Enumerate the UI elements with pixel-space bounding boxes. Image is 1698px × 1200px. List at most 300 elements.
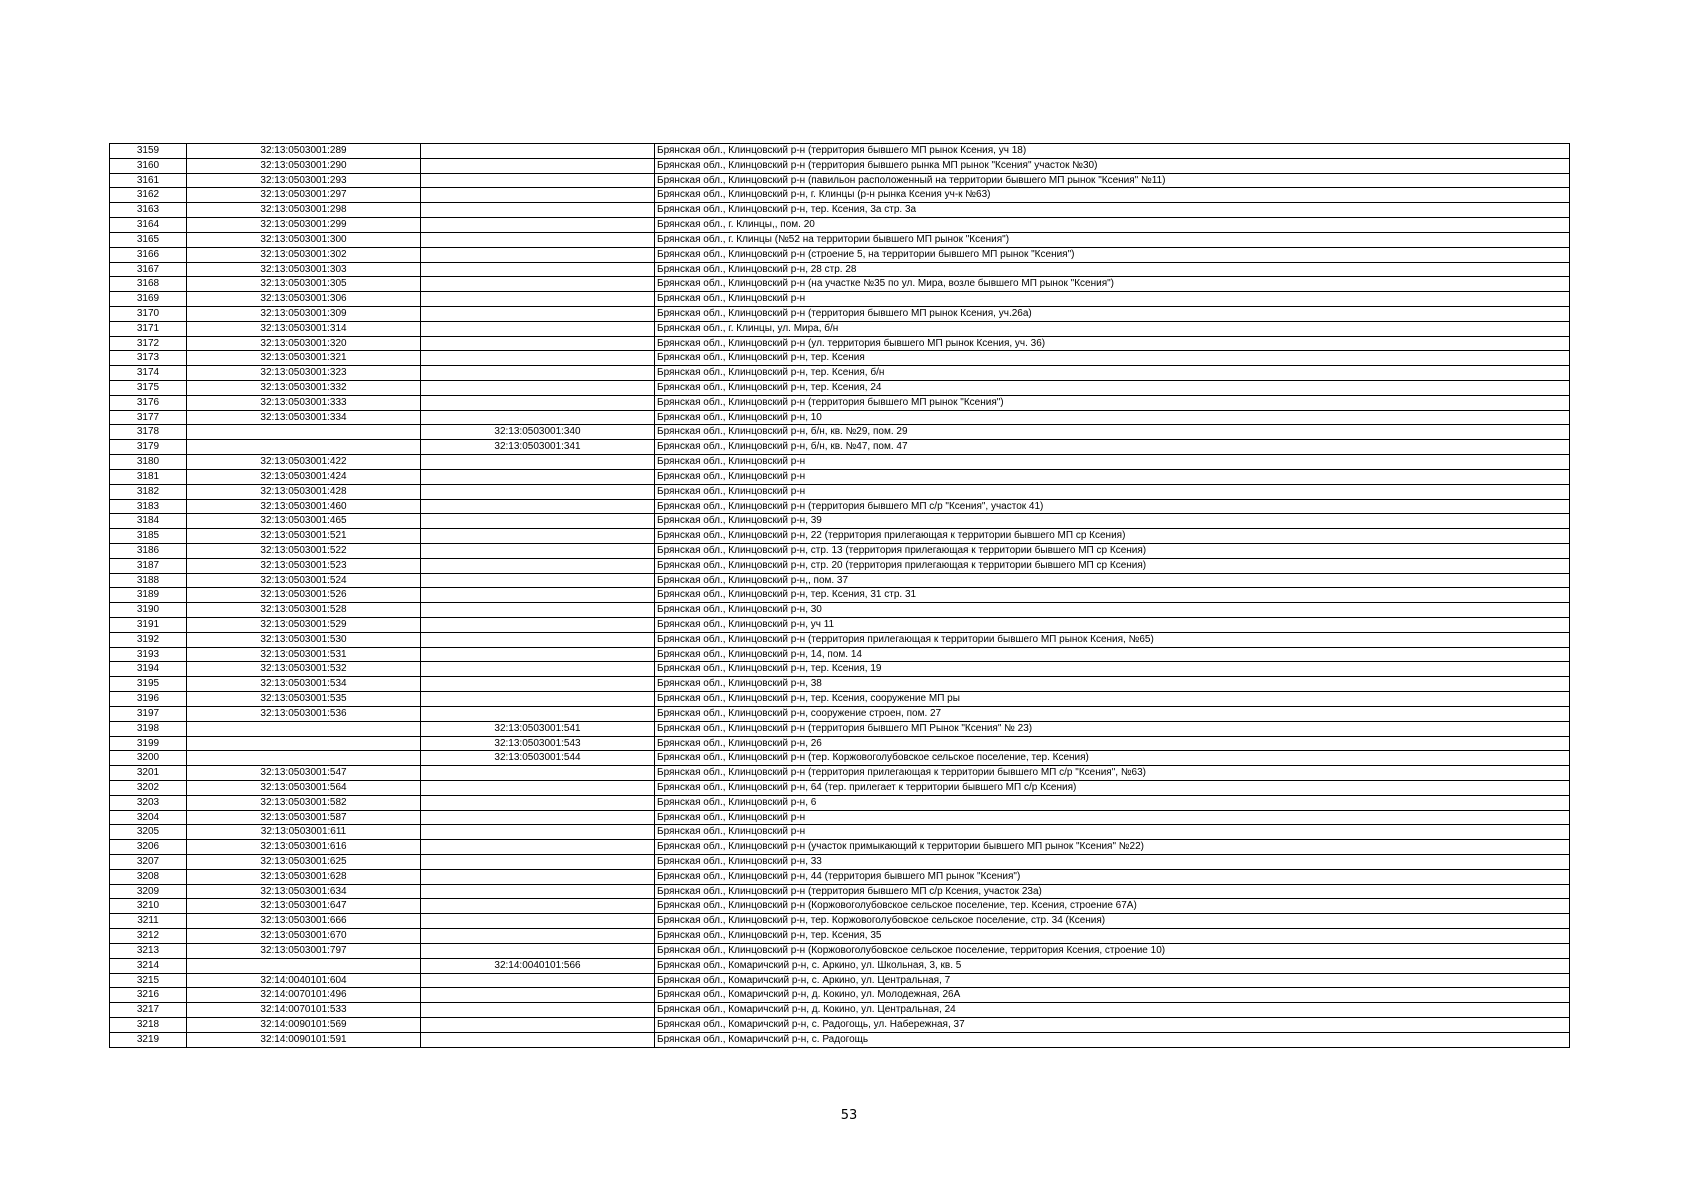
building-cadastral-number-cell (421, 232, 655, 247)
building-cadastral-number-cell (421, 973, 655, 988)
land-cadastral-number-cell (187, 721, 421, 736)
land-cadastral-number-cell (187, 751, 421, 766)
building-cadastral-number-cell (421, 662, 655, 677)
address-cell: Брянская обл., Клинцовский р-н (территория прилегающая к территории бывшего МП рынок Ксения, №65) (655, 632, 1570, 647)
address-cell: Брянская обл., Комаричский р-н, с. Аркино, ул. Школьная, 3, кв. 5 (655, 958, 1570, 973)
building-cadastral-number-cell: 32:14:0040101:566 (421, 958, 655, 973)
address-cell: Брянская обл., Клинцовский р-н, стр. 20 (территория прилегающая к территории бывшего МП ср Ксения) (655, 558, 1570, 573)
land-cadastral-number-cell: 32:13:0503001:428 (187, 484, 421, 499)
address-cell: Брянская обл., Клинцовский р-н, 28 стр. 28 (655, 262, 1570, 277)
row-number-cell: 3188 (110, 573, 187, 588)
address-cell: Брянская обл., Клинцовский р-н (строение 5, на территории бывшего МП рынок "Ксения") (655, 247, 1570, 262)
land-cadastral-number-cell: 32:13:0503001:297 (187, 188, 421, 203)
land-cadastral-number-cell: 32:13:0503001:422 (187, 455, 421, 470)
register-table-body (110, 144, 1570, 1048)
row-number-cell: 3166 (110, 247, 187, 262)
address-cell: Брянская обл., Клинцовский р-н, тер. Ксения, б/н (655, 366, 1570, 381)
land-cadastral-number-cell: 32:13:0503001:647 (187, 899, 421, 914)
land-cadastral-number-cell: 32:13:0503001:547 (187, 766, 421, 781)
building-cadastral-number-cell (421, 810, 655, 825)
row-number-cell: 3160 (110, 158, 187, 173)
table-row (110, 232, 1570, 247)
land-cadastral-number-cell: 32:13:0503001:314 (187, 321, 421, 336)
address-cell: Брянская обл., Клинцовский р-н (655, 825, 1570, 840)
row-number-cell: 3181 (110, 469, 187, 484)
land-cadastral-number-cell: 32:13:0503001:616 (187, 840, 421, 855)
land-cadastral-number-cell: 32:13:0503001:332 (187, 381, 421, 396)
building-cadastral-number-cell (421, 262, 655, 277)
row-number-cell: 3167 (110, 262, 187, 277)
table-row (110, 958, 1570, 973)
row-number-cell: 3209 (110, 884, 187, 899)
table-row (110, 855, 1570, 870)
table-row (110, 899, 1570, 914)
address-cell: Брянская обл., Клинцовский р-н (территория бывшего МП рынок Ксения, уч.26а) (655, 306, 1570, 321)
table-row (110, 262, 1570, 277)
row-number-cell: 3174 (110, 366, 187, 381)
building-cadastral-number-cell (421, 1017, 655, 1032)
building-cadastral-number-cell (421, 914, 655, 929)
row-number-cell: 3200 (110, 751, 187, 766)
row-number-cell: 3219 (110, 1032, 187, 1047)
table-row (110, 929, 1570, 944)
table-row (110, 840, 1570, 855)
address-cell: Брянская обл., Клинцовский р-н (на участке №35 по ул. Мира, возле бывшего МП рынок "Ксения") (655, 277, 1570, 292)
building-cadastral-number-cell (421, 766, 655, 781)
table-row (110, 662, 1570, 677)
building-cadastral-number-cell (421, 1032, 655, 1047)
table-row (110, 751, 1570, 766)
building-cadastral-number-cell (421, 395, 655, 410)
row-number-cell: 3204 (110, 810, 187, 825)
row-number-cell: 3198 (110, 721, 187, 736)
address-cell: Брянская обл., Клинцовский р-н (тер. Коржовоголубовское сельское поселение, тер. Ксения) (655, 751, 1570, 766)
table-row (110, 884, 1570, 899)
building-cadastral-number-cell (421, 484, 655, 499)
table-row (110, 1003, 1570, 1018)
land-cadastral-number-cell (187, 736, 421, 751)
address-cell: Брянская обл., г. Клинцы,, пом. 20 (655, 218, 1570, 233)
land-cadastral-number-cell: 32:13:0503001:666 (187, 914, 421, 929)
row-number-cell: 3164 (110, 218, 187, 233)
building-cadastral-number-cell (421, 588, 655, 603)
address-cell: Брянская обл., Клинцовский р-н (павильон расположенный на территории бывшего МП рынок "Ксения" №11) (655, 173, 1570, 188)
row-number-cell: 3203 (110, 795, 187, 810)
building-cadastral-number-cell (421, 144, 655, 159)
address-cell: Брянская обл., Клинцовский р-н (655, 484, 1570, 499)
row-number-cell: 3205 (110, 825, 187, 840)
table-row (110, 943, 1570, 958)
table-row (110, 381, 1570, 396)
table-row (110, 914, 1570, 929)
row-number-cell: 3178 (110, 425, 187, 440)
building-cadastral-number-cell (421, 469, 655, 484)
table-row (110, 706, 1570, 721)
address-cell: Брянская обл., Клинцовский р-н (территория бывшего МП рынок "Ксения") (655, 395, 1570, 410)
table-row (110, 988, 1570, 1003)
building-cadastral-number-cell (421, 514, 655, 529)
building-cadastral-number-cell (421, 855, 655, 870)
building-cadastral-number-cell (421, 558, 655, 573)
building-cadastral-number-cell: 32:13:0503001:341 (421, 440, 655, 455)
row-number-cell: 3193 (110, 647, 187, 662)
land-cadastral-number-cell: 32:13:0503001:523 (187, 558, 421, 573)
row-number-cell: 3168 (110, 277, 187, 292)
building-cadastral-number-cell (421, 292, 655, 307)
row-number-cell: 3162 (110, 188, 187, 203)
row-number-cell: 3217 (110, 1003, 187, 1018)
land-cadastral-number-cell: 32:13:0503001:535 (187, 692, 421, 707)
address-cell: Брянская обл., Клинцовский р-н, г. Клинцы (р-н рынка Ксения уч-к №63) (655, 188, 1570, 203)
address-cell: Брянская обл., Клинцовский р-н (участок примыкающий к территории бывшего МП рынок "Ксения" №22) (655, 840, 1570, 855)
address-cell: Брянская обл., Клинцовский р-н, стр. 13 (территория прилегающая к территории бывшего МП ср Ксения) (655, 543, 1570, 558)
address-cell: Брянская обл., Клинцовский р-н, тер. Ксения, 19 (655, 662, 1570, 677)
table-row (110, 455, 1570, 470)
table-row (110, 321, 1570, 336)
building-cadastral-number-cell (421, 899, 655, 914)
building-cadastral-number-cell (421, 825, 655, 840)
address-cell: Брянская обл., Клинцовский р-н, тер. Ксения, 31 стр. 31 (655, 588, 1570, 603)
address-cell: Брянская обл., Клинцовский р-н, 33 (655, 855, 1570, 870)
table-row (110, 336, 1570, 351)
address-cell: Брянская обл., Клинцовский р-н (территория прилегающая к территории бывшего МП с/р "Ксения", №63) (655, 766, 1570, 781)
building-cadastral-number-cell (421, 499, 655, 514)
address-cell: Брянская обл., Клинцовский р-н (территория бывшего МП Рынок "Ксения" № 23) (655, 721, 1570, 736)
table-row (110, 1017, 1570, 1032)
address-cell: Брянская обл., Клинцовский р-н, 64 (тер. прилегает к территории бывшего МП с/р Ксения) (655, 780, 1570, 795)
table-row (110, 144, 1570, 159)
row-number-cell: 3183 (110, 499, 187, 514)
row-number-cell: 3187 (110, 558, 187, 573)
row-number-cell: 3208 (110, 869, 187, 884)
address-cell: Брянская обл., Клинцовский р-н, 30 (655, 603, 1570, 618)
table-row (110, 366, 1570, 381)
address-cell: Брянская обл., г. Клинцы, ул. Мира, б/н (655, 321, 1570, 336)
table-row (110, 292, 1570, 307)
row-number-cell: 3161 (110, 173, 187, 188)
building-cadastral-number-cell (421, 366, 655, 381)
row-number-cell: 3173 (110, 351, 187, 366)
land-cadastral-number-cell: 32:14:0040101:604 (187, 973, 421, 988)
building-cadastral-number-cell (421, 632, 655, 647)
table-row (110, 188, 1570, 203)
land-cadastral-number-cell: 32:13:0503001:465 (187, 514, 421, 529)
land-cadastral-number-cell: 32:13:0503001:628 (187, 869, 421, 884)
building-cadastral-number-cell (421, 677, 655, 692)
building-cadastral-number-cell: 32:13:0503001:544 (421, 751, 655, 766)
row-number-cell: 3194 (110, 662, 187, 677)
address-cell: Брянская обл., Клинцовский р-н, тер. Ксения, 3а стр. 3а (655, 203, 1570, 218)
page-number: 53 (840, 1108, 858, 1123)
table-row (110, 440, 1570, 455)
address-cell: Брянская обл., Клинцовский р-н (655, 455, 1570, 470)
table-row (110, 973, 1570, 988)
address-cell: Брянская обл., Клинцовский р-н, тер. Ксения, 35 (655, 929, 1570, 944)
land-cadastral-number-cell: 32:13:0503001:670 (187, 929, 421, 944)
address-cell: Брянская обл., Клинцовский р-н, тер. Коржовоголубовское сельское поселение, стр. 34 (Ксения) (655, 914, 1570, 929)
row-number-cell: 3159 (110, 144, 187, 159)
land-cadastral-number-cell: 32:13:0503001:306 (187, 292, 421, 307)
address-cell: Брянская обл., Комаричский р-н, д. Кокино, ул. Молодежная, 26А (655, 988, 1570, 1003)
row-number-cell: 3210 (110, 899, 187, 914)
row-number-cell: 3182 (110, 484, 187, 499)
land-cadastral-number-cell: 32:13:0503001:320 (187, 336, 421, 351)
row-number-cell: 3197 (110, 706, 187, 721)
land-cadastral-number-cell: 32:13:0503001:334 (187, 410, 421, 425)
address-cell: Брянская обл., Комаричский р-н, д. Кокино, ул. Центральная, 24 (655, 1003, 1570, 1018)
building-cadastral-number-cell (421, 647, 655, 662)
table-row (110, 306, 1570, 321)
address-cell: Брянская обл., Клинцовский р-н (Коржовоголубовское сельское поселение, территория Ксения, строение 10) (655, 943, 1570, 958)
address-cell: Брянская обл., Клинцовский р-н, сооружение строен, пом. 27 (655, 706, 1570, 721)
table-row (110, 514, 1570, 529)
table-row (110, 395, 1570, 410)
land-cadastral-number-cell: 32:13:0503001:424 (187, 469, 421, 484)
row-number-cell: 3189 (110, 588, 187, 603)
table-row (110, 247, 1570, 262)
address-cell: Брянская обл., Клинцовский р-н (территория бывшего МП с/р Ксения, участок 23а) (655, 884, 1570, 899)
building-cadastral-number-cell: 32:13:0503001:543 (421, 736, 655, 751)
land-cadastral-number-cell: 32:13:0503001:293 (187, 173, 421, 188)
row-number-cell: 3207 (110, 855, 187, 870)
building-cadastral-number-cell (421, 455, 655, 470)
row-number-cell: 3175 (110, 381, 187, 396)
table-row (110, 425, 1570, 440)
land-cadastral-number-cell: 32:13:0503001:524 (187, 573, 421, 588)
address-cell: Брянская обл., Клинцовский р-н (территория бывшего рынка МП рынок "Ксения" участок №30) (655, 158, 1570, 173)
building-cadastral-number-cell (421, 929, 655, 944)
land-cadastral-number-cell (187, 958, 421, 973)
address-cell: Брянская обл., Клинцовский р-н (территория бывшего МП рынок Ксения, уч 18) (655, 144, 1570, 159)
address-cell: Брянская обл., Клинцовский р-н, уч 11 (655, 618, 1570, 633)
table-row (110, 351, 1570, 366)
building-cadastral-number-cell (421, 203, 655, 218)
row-number-cell: 3196 (110, 692, 187, 707)
table-row (110, 543, 1570, 558)
table-row (110, 825, 1570, 840)
address-cell: Брянская обл., Клинцовский р-н, 10 (655, 410, 1570, 425)
table-row (110, 677, 1570, 692)
land-cadastral-number-cell: 32:13:0503001:536 (187, 706, 421, 721)
land-cadastral-number-cell (187, 425, 421, 440)
row-number-cell: 3218 (110, 1017, 187, 1032)
row-number-cell: 3186 (110, 543, 187, 558)
row-number-cell: 3195 (110, 677, 187, 692)
table-row (110, 766, 1570, 781)
row-number-cell: 3214 (110, 958, 187, 973)
address-cell: Брянская обл., Клинцовский р-н, б/н, кв. №47, пом. 47 (655, 440, 1570, 455)
table-row (110, 158, 1570, 173)
row-number-cell: 3170 (110, 306, 187, 321)
table-row (110, 573, 1570, 588)
building-cadastral-number-cell (421, 795, 655, 810)
address-cell: Брянская обл., Клинцовский р-н (655, 292, 1570, 307)
row-number-cell: 3190 (110, 603, 187, 618)
table-row (110, 484, 1570, 499)
building-cadastral-number-cell: 32:13:0503001:340 (421, 425, 655, 440)
building-cadastral-number-cell (421, 573, 655, 588)
land-cadastral-number-cell: 32:13:0503001:321 (187, 351, 421, 366)
building-cadastral-number-cell (421, 336, 655, 351)
table-row (110, 618, 1570, 633)
row-number-cell: 3185 (110, 529, 187, 544)
table-row (110, 1032, 1570, 1047)
address-cell: Брянская обл., Клинцовский р-н, тер. Ксения, 24 (655, 381, 1570, 396)
building-cadastral-number-cell (421, 543, 655, 558)
land-cadastral-number-cell: 32:13:0503001:530 (187, 632, 421, 647)
row-number-cell: 3192 (110, 632, 187, 647)
land-cadastral-number-cell: 32:13:0503001:797 (187, 943, 421, 958)
land-cadastral-number-cell: 32:14:0090101:591 (187, 1032, 421, 1047)
address-cell: Брянская обл., Клинцовский р-н (Коржовоголубовское сельское поселение, тер. Ксения, строение 67А) (655, 899, 1570, 914)
land-cadastral-number-cell: 32:13:0503001:299 (187, 218, 421, 233)
table-row (110, 588, 1570, 603)
table-row (110, 632, 1570, 647)
row-number-cell: 3206 (110, 840, 187, 855)
table-row (110, 795, 1570, 810)
building-cadastral-number-cell (421, 603, 655, 618)
land-cadastral-number-cell: 32:14:0090101:569 (187, 1017, 421, 1032)
land-cadastral-number-cell: 32:14:0070101:496 (187, 988, 421, 1003)
table-row (110, 603, 1570, 618)
building-cadastral-number-cell (421, 988, 655, 1003)
building-cadastral-number-cell: 32:13:0503001:541 (421, 721, 655, 736)
table-row (110, 692, 1570, 707)
table-row (110, 736, 1570, 751)
building-cadastral-number-cell (421, 840, 655, 855)
address-cell: Брянская обл., Клинцовский р-н, 38 (655, 677, 1570, 692)
land-cadastral-number-cell: 32:14:0070101:533 (187, 1003, 421, 1018)
building-cadastral-number-cell (421, 884, 655, 899)
address-cell: Брянская обл., Клинцовский р-н, 44 (территория бывшего МП рынок "Ксения") (655, 869, 1570, 884)
table-row (110, 721, 1570, 736)
land-cadastral-number-cell: 32:13:0503001:532 (187, 662, 421, 677)
address-cell: Брянская обл., Клинцовский р-н, тер. Ксения, сооружение МП ры (655, 692, 1570, 707)
building-cadastral-number-cell (421, 692, 655, 707)
table-row (110, 277, 1570, 292)
table-row (110, 558, 1570, 573)
address-cell: Брянская обл., Клинцовский р-н, 22 (территория прилегающая к территории бывшего МП ср Ксения) (655, 529, 1570, 544)
building-cadastral-number-cell (421, 706, 655, 721)
building-cadastral-number-cell (421, 780, 655, 795)
land-cadastral-number-cell: 32:13:0503001:290 (187, 158, 421, 173)
land-cadastral-number-cell: 32:13:0503001:303 (187, 262, 421, 277)
land-cadastral-number-cell (187, 440, 421, 455)
building-cadastral-number-cell (421, 158, 655, 173)
land-cadastral-number-cell: 32:13:0503001:534 (187, 677, 421, 692)
land-cadastral-number-cell: 32:13:0503001:529 (187, 618, 421, 633)
table-row (110, 869, 1570, 884)
row-number-cell: 3201 (110, 766, 187, 781)
address-cell: Брянская обл., Клинцовский р-н, 26 (655, 736, 1570, 751)
land-cadastral-number-cell: 32:13:0503001:521 (187, 529, 421, 544)
address-cell: Брянская обл., Клинцовский р-н, 39 (655, 514, 1570, 529)
address-cell: Брянская обл., Клинцовский р-н, тер. Ксения (655, 351, 1570, 366)
land-cadastral-number-cell: 32:13:0503001:302 (187, 247, 421, 262)
table-row (110, 529, 1570, 544)
address-cell: Брянская обл., Комаричский р-н, с. Аркино, ул. Центральная, 7 (655, 973, 1570, 988)
row-number-cell: 3211 (110, 914, 187, 929)
building-cadastral-number-cell (421, 381, 655, 396)
address-cell: Брянская обл., Клинцовский р-н (655, 469, 1570, 484)
row-number-cell: 3163 (110, 203, 187, 218)
address-cell: Брянская обл., г. Клинцы (№52 на территории бывшего МП рынок "Ксения") (655, 232, 1570, 247)
building-cadastral-number-cell (421, 1003, 655, 1018)
land-cadastral-number-cell: 32:13:0503001:323 (187, 366, 421, 381)
table-row (110, 469, 1570, 484)
land-cadastral-number-cell: 32:13:0503001:305 (187, 277, 421, 292)
land-cadastral-number-cell: 32:13:0503001:298 (187, 203, 421, 218)
address-cell: Брянская обл., Клинцовский р-н (территория бывшего МП с/р "Ксения", участок 41) (655, 499, 1570, 514)
land-cadastral-number-cell: 32:13:0503001:309 (187, 306, 421, 321)
building-cadastral-number-cell (421, 173, 655, 188)
land-cadastral-number-cell: 32:13:0503001:528 (187, 603, 421, 618)
row-number-cell: 3199 (110, 736, 187, 751)
table-row (110, 499, 1570, 514)
building-cadastral-number-cell (421, 306, 655, 321)
row-number-cell: 3215 (110, 973, 187, 988)
row-number-cell: 3171 (110, 321, 187, 336)
building-cadastral-number-cell (421, 351, 655, 366)
row-number-cell: 3212 (110, 929, 187, 944)
table-row (110, 173, 1570, 188)
row-number-cell: 3169 (110, 292, 187, 307)
row-number-cell: 3177 (110, 410, 187, 425)
building-cadastral-number-cell (421, 277, 655, 292)
address-cell: Брянская обл., Клинцовский р-н (655, 810, 1570, 825)
building-cadastral-number-cell (421, 188, 655, 203)
address-cell: Брянская обл., Комаричский р-н, с. Радогощь, ул. Набережная, 37 (655, 1017, 1570, 1032)
land-cadastral-number-cell: 32:13:0503001:460 (187, 499, 421, 514)
land-cadastral-number-cell: 32:13:0503001:564 (187, 780, 421, 795)
land-cadastral-number-cell: 32:13:0503001:634 (187, 884, 421, 899)
row-number-cell: 3213 (110, 943, 187, 958)
table-row (110, 203, 1570, 218)
building-cadastral-number-cell (421, 321, 655, 336)
land-cadastral-number-cell: 32:13:0503001:289 (187, 144, 421, 159)
building-cadastral-number-cell (421, 218, 655, 233)
address-cell: Брянская обл., Клинцовский р-н,, пом. 37 (655, 573, 1570, 588)
row-number-cell: 3184 (110, 514, 187, 529)
building-cadastral-number-cell (421, 410, 655, 425)
row-number-cell: 3165 (110, 232, 187, 247)
row-number-cell: 3179 (110, 440, 187, 455)
property-register-table (109, 143, 1570, 1048)
row-number-cell: 3202 (110, 780, 187, 795)
row-number-cell: 3172 (110, 336, 187, 351)
land-cadastral-number-cell: 32:13:0503001:531 (187, 647, 421, 662)
land-cadastral-number-cell: 32:13:0503001:300 (187, 232, 421, 247)
table-row (110, 410, 1570, 425)
building-cadastral-number-cell (421, 943, 655, 958)
table-row (110, 218, 1570, 233)
row-number-cell: 3191 (110, 618, 187, 633)
address-cell: Брянская обл., Клинцовский р-н (ул. территория бывшего МП рынок Ксения, уч. 36) (655, 336, 1570, 351)
building-cadastral-number-cell (421, 618, 655, 633)
land-cadastral-number-cell: 32:13:0503001:522 (187, 543, 421, 558)
address-cell: Брянская обл., Клинцовский р-н, 14, пом. 14 (655, 647, 1570, 662)
land-cadastral-number-cell: 32:13:0503001:587 (187, 810, 421, 825)
row-number-cell: 3216 (110, 988, 187, 1003)
land-cadastral-number-cell: 32:13:0503001:611 (187, 825, 421, 840)
address-cell: Брянская обл., Комаричский р-н, с. Радогощь (655, 1032, 1570, 1047)
address-cell: Брянская обл., Клинцовский р-н, 6 (655, 795, 1570, 810)
table-row (110, 647, 1570, 662)
building-cadastral-number-cell (421, 247, 655, 262)
building-cadastral-number-cell (421, 869, 655, 884)
land-cadastral-number-cell: 32:13:0503001:333 (187, 395, 421, 410)
table-row (110, 810, 1570, 825)
